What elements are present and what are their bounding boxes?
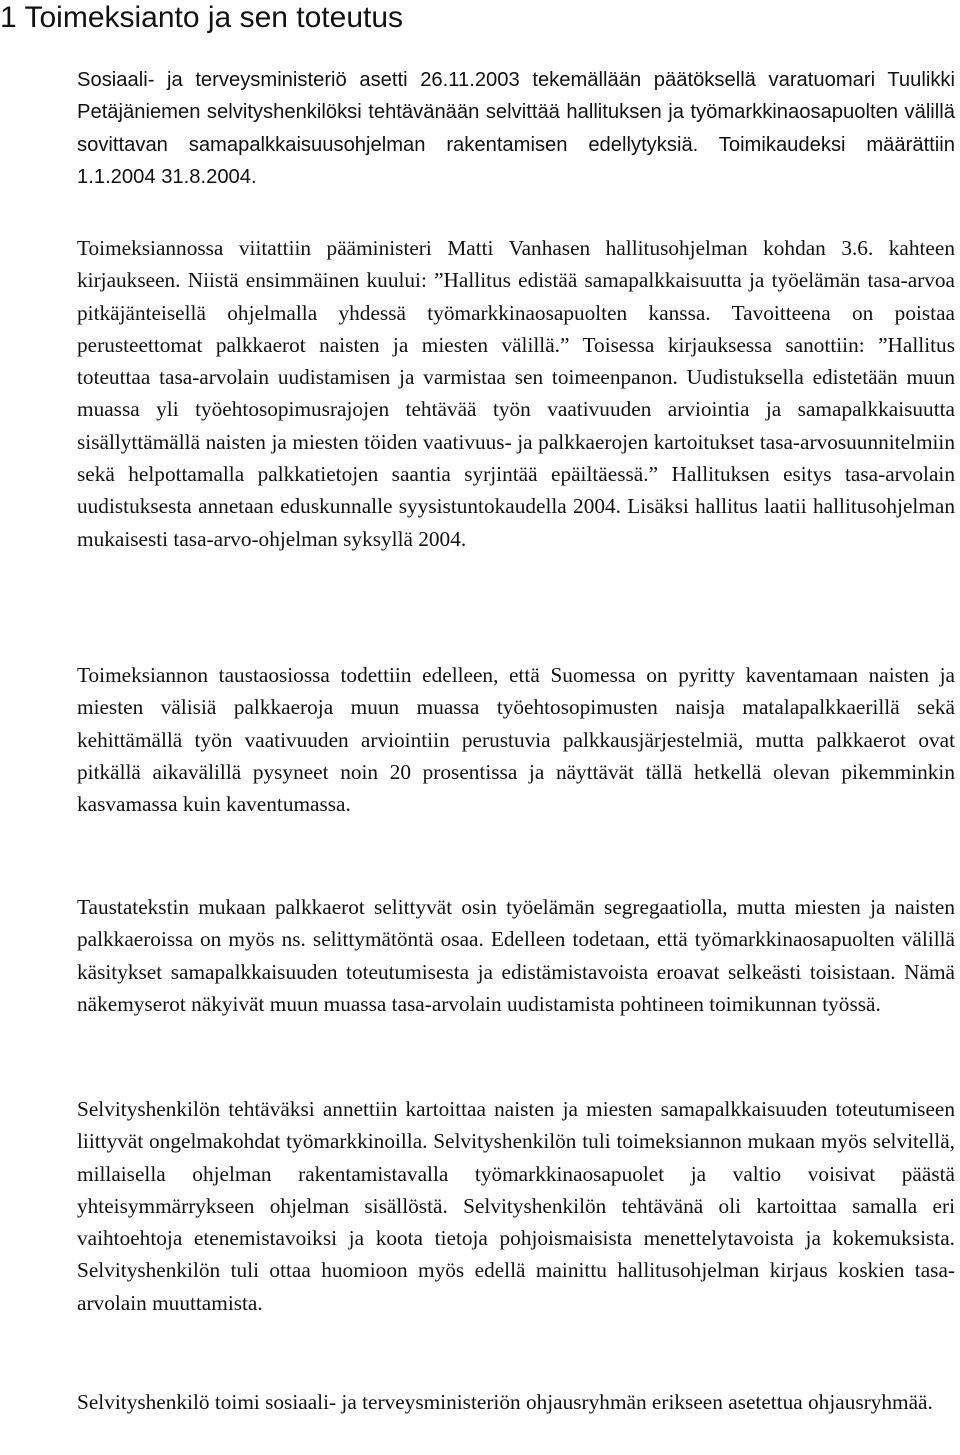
paragraph-explanation: [77, 891, 955, 1020]
paragraph-background-text: Toimeksiannon taustaosiossa todettiin edelleen, että Suomessa on pyritty kaventamaan naisten ja miesten välisiä palkkaeroja muun muassa työehtosopimusten naisja matalapalkkaerillä sekä kehittämällä työn vaativuuden arviointiin perustuvia palkkausjärjestelmiä, mutta palkkaerot ovat pitkällä aikavälillä pysyneet noin 20 prosentissa ja näyttävät tällä hetkellä olevan pikemminkin kasvamassa kuin kaventumassa.: [77, 663, 955, 817]
paragraph-steering-group: [77, 1386, 955, 1418]
paragraph-task-text: Selvityshenkilön tehtäväksi annettiin kartoittaa naisten ja miesten samapalkkaisuuden toteutumiseen liittyvät ongelmakohdat työmarkkinoilla. Selvityshenkilön tuli toimeksiannon mukaan myös selvitellä, millaisella ohjelman rakentamistavalla työmarkkinaosapuolet ja valtio voisivat päästä yhteisymmärrykseen ohjelman sisällöstä. Selvityshenkilön tehtävänä oli kartoittaa samalla eri vaihtoehtoja etenemistavoiksi ja koota tietoja pohjoismaisista menettelytavoista ja kokemuksista. Selvityshenkilön tuli ottaa huomioon myös edellä mainittu hallitusohjelman kirjaus koskien tasa-arvolain muuttamista.: [77, 1097, 955, 1315]
paragraph-appointment-text: Sosiaali- ja terveysministeriö asetti 26.11.2003 tekemällään päätöksellä varatuomari Tuulikki Petäjäniemen selvityshenkilöksi tehtävänään selvittää hallituksen ja työmarkkinaosapuolten välillä sovittavan samapalkkaisuusohjelman rakentamisen edellytyksiä. Toimikaudeksi määrättiin 1.1.2004 31.8.2004.: [77, 69, 955, 188]
paragraph-mandate-text: Toimeksiannossa viitattiin pääministeri Matti Vanhasen hallitusohjelman kohdan 3.6. kahteen kirjaukseen. Niistä ensimmäinen kuului: ”Hallitus edistää samapalkkaisuutta ja työelämän tasa-arvoa pitkäjänteisellä ohjelmalla yhdessä työmarkkinaosapuolten kanssa. Tavoitteena on poistaa perusteettomat palkkaerot naisten ja miesten välillä.” Toisessa kirjauksessa sanottiin: ”Hallitus toteuttaa tasa-arvolain uudistamisen ja varmistaa sen toimeenpanon. Uudistuksella edistetään muun muassa yli työehtosopimusrajojen tehtävää työn vaativuuden arviointia ja samapalkkaisuutta sisällyttämällä naisten ja miesten töiden vaativuus- ja palkkaerojen kartoitukset tasa-arvosuunnitelmiin sekä helpottamalla palkkatietojen saantia syrjintää epäiltäessä.” Hallituksen esitys tasa-arvolain uudistuksesta annetaan eduskunnalle syysistuntokaudella 2004. Lisäksi hallitus laatii hallitusohjelman mukaisesti tasa-arvo-ohjelman syksyllä 2004.: [77, 236, 955, 551]
paragraph-task: [77, 1093, 955, 1319]
paragraph-mandate: [77, 232, 955, 555]
paragraph-background: [77, 659, 955, 820]
paragraph-steering-group-text: Selvityshenkilö toimi sosiaali- ja terveysministeriön ohjausryhmän erikseen asetettua ohjausryhmää.: [77, 1390, 933, 1414]
paragraph-appointment: [77, 64, 955, 193]
section-heading: 1 Toimeksianto ja sen toteutus: [0, 1, 404, 34]
paragraph-explanation-text: Taustatekstin mukaan palkkaerot selittyvät osin työelämän segregaatiolla, mutta miesten ja naisten palkkaeroissa on myös ns. selittymätöntä osaa. Edelleen todetaan, että työmarkkinaosapuolten välillä käsitykset samapalkkaisuuden toteutumisesta ja edistämistavoista eroavat selkeästi toisistaan. Nämä näkemyserot näkyivät muun muassa tasa-arvolain uudistamista pohtineen toimikunnan työssä.: [77, 895, 955, 1016]
